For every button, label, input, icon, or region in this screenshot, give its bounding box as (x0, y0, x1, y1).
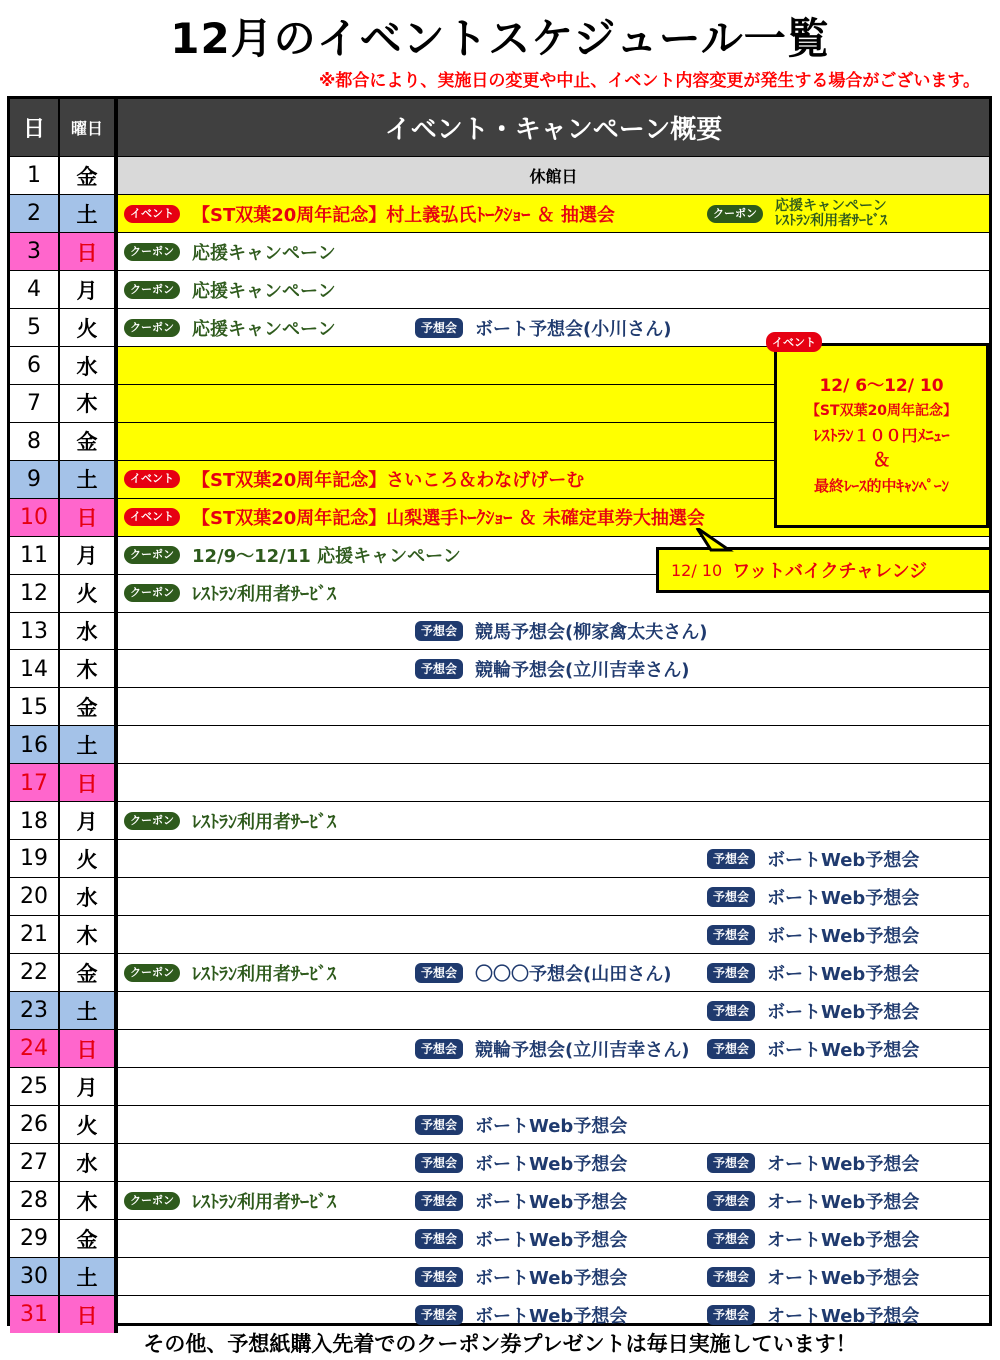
day-cell: 9 (10, 461, 60, 498)
event-item (707, 878, 919, 915)
weekday-cell: 火 (60, 575, 118, 612)
event-item (707, 1144, 919, 1181)
schedule-row (10, 1067, 989, 1105)
schedule-row (10, 232, 989, 270)
event-text: ボートWeb予想会 (767, 925, 920, 947)
event-text: ボート予想会(小川さん) (475, 318, 672, 340)
bubble-tail (695, 528, 735, 552)
event-text: 12/9～12/11 応援キャンペーン (192, 546, 461, 568)
schedule-row (10, 194, 989, 232)
yoso-badge: 予想会 (707, 849, 755, 869)
day-cell: 27 (10, 1144, 60, 1181)
event-text: 応援キャンペーン (192, 242, 336, 264)
event-cell (118, 878, 989, 915)
event-text: オートWeb予想会 (767, 1267, 920, 1289)
day-cell: 19 (10, 840, 60, 877)
weekday-cell: 土 (60, 195, 118, 232)
event-cell (118, 1144, 989, 1181)
day-cell: 15 (10, 688, 60, 725)
big-event-line3: ＆ (872, 450, 891, 472)
coupon-badge: クーポン (124, 584, 180, 602)
event-text: ボートWeb予想会 (475, 1229, 628, 1251)
event-text: オートWeb予想会 (767, 1191, 920, 1213)
weekday-cell: 日 (60, 499, 118, 536)
event-item (415, 613, 707, 650)
weekday-cell: 土 (60, 461, 118, 498)
day-cell: 29 (10, 1220, 60, 1257)
yoso-badge: 予想会 (707, 963, 755, 983)
event-item (415, 1144, 627, 1181)
schedule-row (10, 1105, 989, 1143)
schedule-row (10, 1029, 989, 1067)
event-item (707, 840, 919, 877)
event-item (707, 954, 919, 991)
event-text: ﾚｽﾄﾗﾝ利用者ｻｰﾋﾞｽ (192, 812, 336, 834)
weekday-cell: 土 (60, 992, 118, 1029)
schedule-row (10, 649, 989, 687)
day-cell: 28 (10, 1182, 60, 1219)
day-cell: 31 (10, 1296, 60, 1333)
weekday-cell: 火 (60, 1106, 118, 1143)
event-item (415, 1106, 627, 1143)
event-cell (118, 613, 989, 650)
event-item (415, 1182, 627, 1219)
event-text: ボートWeb予想会 (475, 1115, 628, 1137)
weekday-cell: 木 (60, 385, 118, 422)
event-text: ボートWeb予想会 (475, 1267, 628, 1289)
schedule-row (10, 725, 989, 763)
yoso-badge: 予想会 (415, 963, 463, 983)
schedule-row (10, 763, 989, 801)
event-cell (118, 271, 989, 308)
header-overview: イベント・キャンペーン概要 (118, 99, 989, 156)
event-text: 応援キャンペーン (192, 280, 336, 302)
day-cell: 22 (10, 954, 60, 991)
big-event-line1: 【ST双葉20周年記念】 (805, 402, 958, 419)
event-text: ﾚｽﾄﾗﾝ利用者ｻｰﾋﾞｽ (192, 963, 336, 985)
weekday-cell: 金 (60, 688, 118, 725)
weekday-cell: 日 (60, 764, 118, 801)
day-cell: 7 (10, 385, 60, 422)
event-cell (118, 195, 989, 232)
yoso-badge: 予想会 (415, 1039, 463, 1059)
yoso-badge: 予想会 (707, 925, 755, 945)
coupon-badge: クーポン (124, 281, 180, 299)
event-item (124, 575, 336, 612)
big-event-dates: 12/ 6～12/ 10 (819, 375, 944, 396)
day-cell: 23 (10, 992, 60, 1029)
day-cell: 4 (10, 271, 60, 308)
event-text: 〇〇〇予想会(山田さん) (475, 963, 672, 985)
schedule-row (10, 877, 989, 915)
event-text: オートWeb予想会 (767, 1305, 920, 1327)
header-weekday: 曜日 (60, 99, 118, 156)
weekday-cell: 日 (60, 1296, 118, 1333)
event-text: 【ST双葉20周年記念】村上義弘氏ﾄｰｸｼｮｰ ＆ 抽選会 (192, 204, 615, 226)
yoso-badge: 予想会 (415, 659, 463, 679)
event-item (124, 802, 336, 839)
coupon-badge: クーポン (124, 812, 180, 830)
big-event-line2: ﾚｽﾄﾗﾝ１００円ﾒﾆｭｰ (813, 426, 950, 446)
day-cell: 26 (10, 1106, 60, 1143)
event-item (124, 233, 336, 270)
day-cell: 25 (10, 1068, 60, 1105)
event-cell (118, 1106, 989, 1143)
yoso-badge: 予想会 (415, 1229, 463, 1249)
event-item (124, 461, 584, 498)
event-item (415, 1258, 627, 1295)
event-text: ボートWeb予想会 (767, 963, 920, 985)
event-item (415, 1220, 627, 1257)
wattbike-bubble (656, 547, 992, 593)
event-cell (118, 233, 989, 270)
schedule-row (10, 953, 989, 991)
weekday-cell: 木 (60, 650, 118, 687)
day-cell: 13 (10, 613, 60, 650)
event-cell (118, 1220, 989, 1257)
event-text: ﾚｽﾄﾗﾝ利用者ｻｰﾋﾞｽ (192, 584, 336, 606)
yoso-badge: 予想会 (415, 1191, 463, 1211)
day-cell: 16 (10, 726, 60, 763)
weekday-cell: 日 (60, 1030, 118, 1067)
event-cell (118, 764, 989, 801)
weekday-cell: 金 (60, 157, 118, 194)
event-text: 競輪予想会(立川吉幸さん) (475, 660, 690, 682)
event-text: ボートWeb予想会 (767, 1001, 920, 1023)
event-item (415, 954, 671, 991)
event-badge: イベント (124, 508, 180, 526)
event-text: ボートWeb予想会 (475, 1153, 628, 1175)
coupon-badge: クーポン (124, 319, 180, 337)
day-cell: 6 (10, 347, 60, 384)
weekday-cell: 月 (60, 537, 118, 574)
big-event-box (774, 343, 989, 528)
event-text: オートWeb予想会 (767, 1153, 920, 1175)
weekday-cell: 金 (60, 423, 118, 460)
event-cell (118, 688, 989, 725)
day-cell: 2 (10, 195, 60, 232)
day-cell: 12 (10, 575, 60, 612)
coupon-badge: クーポン (707, 205, 763, 223)
coupon-badge: クーポン (124, 1192, 180, 1210)
yoso-badge: 予想会 (415, 318, 463, 338)
bubble-date: 12/ 10 (671, 560, 723, 580)
event-item (124, 309, 336, 346)
footer-text: その他、予想紙購入先着でのクーポン券プレゼントは毎日実施しています！ (143, 1332, 857, 1356)
schedule-row (10, 156, 989, 194)
page-title: 12月のイベントスケジュール一覧 (170, 14, 830, 63)
coupon-badge: クーポン (124, 546, 180, 564)
yoso-badge: 予想会 (415, 1115, 463, 1135)
event-text: ボートWeb予想会 (475, 1305, 628, 1327)
bubble-text: ワットバイクチャレンジ (732, 561, 928, 582)
yoso-badge: 予想会 (415, 1267, 463, 1287)
event-item (707, 1030, 919, 1067)
event-text: 競馬予想会(柳家禽太夫さん) (475, 622, 708, 644)
schedule-row (10, 612, 989, 650)
day-cell: 10 (10, 499, 60, 536)
day-cell: 17 (10, 764, 60, 801)
event-badge: イベント (124, 205, 180, 223)
schedule-row (10, 270, 989, 308)
weekday-cell: 水 (60, 878, 118, 915)
schedule-row (10, 1257, 989, 1295)
day-cell: 20 (10, 878, 60, 915)
schedule-row (10, 991, 989, 1029)
event-text: ﾚｽﾄﾗﾝ利用者ｻｰﾋﾞｽ (775, 212, 887, 229)
event-item (415, 650, 689, 687)
yoso-badge: 予想会 (707, 1039, 755, 1059)
event-item (415, 1030, 689, 1067)
event-item (124, 954, 336, 991)
schedule-row (10, 1143, 989, 1181)
event-text: ボートWeb予想会 (767, 849, 920, 871)
event-text: ﾚｽﾄﾗﾝ利用者ｻｰﾋﾞｽ (192, 1191, 336, 1213)
event-cell (118, 650, 989, 687)
schedule-row (10, 1181, 989, 1219)
event-item (124, 537, 461, 574)
day-cell: 8 (10, 423, 60, 460)
event-item (707, 1258, 919, 1295)
event-cell (118, 1258, 989, 1295)
day-cell: 18 (10, 802, 60, 839)
event-text: オートWeb予想会 (767, 1229, 920, 1251)
schedule-row (10, 308, 989, 346)
schedule-row (10, 801, 989, 839)
event-text: 競輪予想会(立川吉幸さん) (475, 1039, 690, 1061)
header-day: 日 (10, 99, 60, 156)
event-cell (118, 726, 989, 763)
event-cell (118, 309, 989, 346)
day-cell: 5 (10, 309, 60, 346)
event-item (124, 271, 336, 308)
event-text: 応援キャンペーン (775, 197, 887, 214)
event-badge: イベント (124, 470, 180, 488)
event-cell (118, 1182, 989, 1219)
day-cell: 14 (10, 650, 60, 687)
event-cell (118, 954, 989, 991)
yoso-badge: 予想会 (707, 1229, 755, 1249)
event-item (707, 1182, 919, 1219)
schedule-row (10, 687, 989, 725)
yoso-badge: 予想会 (707, 1305, 755, 1325)
schedule-row (10, 915, 989, 953)
yoso-badge: 予想会 (707, 1001, 755, 1021)
yoso-badge: 予想会 (707, 1191, 755, 1211)
event-cell (118, 1068, 989, 1105)
weekday-cell: 月 (60, 271, 118, 308)
weekday-cell: 木 (60, 1182, 118, 1219)
coupon-badge: クーポン (124, 964, 180, 982)
day-cell: 1 (10, 157, 60, 194)
event-text: ボートWeb予想会 (767, 1039, 920, 1061)
big-event-badge: イベント (766, 332, 822, 352)
event-cell (118, 840, 989, 877)
event-text-stack (775, 199, 887, 228)
day-cell: 11 (10, 537, 60, 574)
day-cell: 3 (10, 233, 60, 270)
weekday-cell: 水 (60, 347, 118, 384)
yoso-badge: 予想会 (707, 887, 755, 907)
event-item (124, 499, 705, 536)
weekday-cell: 土 (60, 726, 118, 763)
weekday-cell: 水 (60, 613, 118, 650)
event-text: 【ST双葉20周年記念】山梨選手ﾄｰｸｼｮｰ ＆ 未確定車券大抽選会 (192, 508, 705, 530)
event-text: 応援キャンペーン (192, 318, 336, 340)
event-text: ボートWeb予想会 (475, 1191, 628, 1213)
weekday-cell: 日 (60, 233, 118, 270)
event-cell (118, 992, 989, 1029)
weekday-cell: 水 (60, 1144, 118, 1181)
event-cell (118, 157, 989, 194)
yoso-badge: 予想会 (415, 1305, 463, 1325)
yoso-badge: 予想会 (707, 1153, 755, 1173)
event-item (707, 916, 919, 953)
weekday-cell: 火 (60, 309, 118, 346)
weekday-cell: 月 (60, 802, 118, 839)
event-item (124, 1182, 336, 1219)
yoso-badge: 予想会 (415, 1153, 463, 1173)
event-item (707, 195, 887, 232)
weekday-cell: 金 (60, 1220, 118, 1257)
closed-label: 休館日 (529, 167, 578, 187)
yoso-badge: 予想会 (415, 621, 463, 641)
event-text: ボートWeb予想会 (767, 887, 920, 909)
schedule-table (7, 96, 992, 1326)
day-cell: 24 (10, 1030, 60, 1067)
day-cell: 21 (10, 916, 60, 953)
event-item (707, 1220, 919, 1257)
schedule-row (10, 839, 989, 877)
big-event-line4: 最終ﾚｰｽ的中ｷｬﾝﾍﾟｰﾝ (813, 476, 949, 495)
weekday-cell: 金 (60, 954, 118, 991)
notice-text: ※都合により、実施日の変更や中止、イベント内容変更が発生する場合がございます。 (318, 71, 980, 91)
event-cell (118, 916, 989, 953)
event-cell (118, 802, 989, 839)
weekday-cell: 火 (60, 840, 118, 877)
coupon-badge: クーポン (124, 243, 180, 261)
event-item (415, 309, 671, 346)
event-item (124, 195, 615, 232)
event-text: 【ST双葉20周年記念】さいころ＆わなげげーむ (192, 470, 585, 492)
event-item (707, 992, 919, 1029)
yoso-badge: 予想会 (707, 1267, 755, 1287)
event-cell (118, 1030, 989, 1067)
weekday-cell: 月 (60, 1068, 118, 1105)
weekday-cell: 木 (60, 916, 118, 953)
day-cell: 30 (10, 1258, 60, 1295)
weekday-cell: 土 (60, 1258, 118, 1295)
schedule-row (10, 1219, 989, 1257)
